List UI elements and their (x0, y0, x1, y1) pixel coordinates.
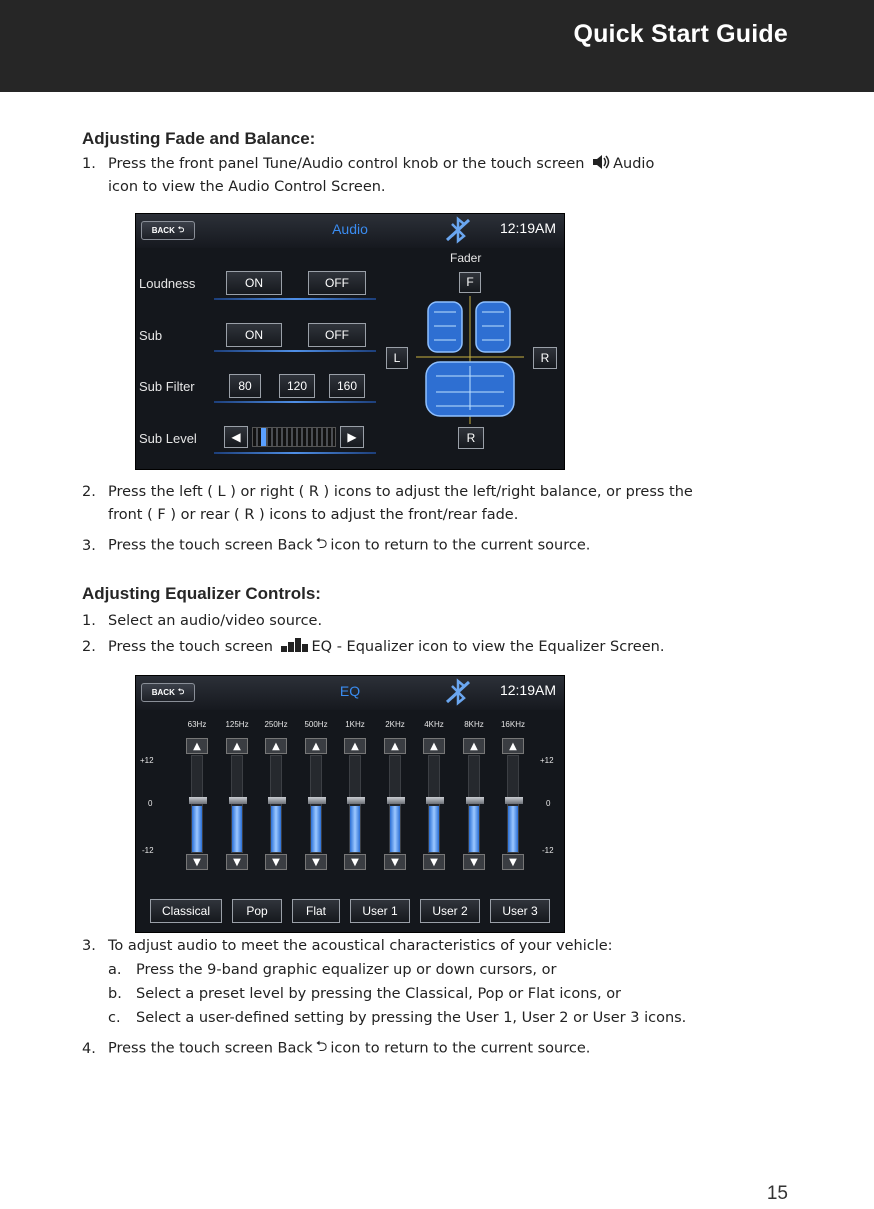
eq-band-slider[interactable] (226, 738, 248, 870)
sub-level-down-button[interactable] (224, 426, 248, 448)
eq-level-fill (350, 806, 360, 852)
step-1: 1. Press the front panel Tune/Audio control knob or the touch screen Audio (82, 156, 655, 172)
eq-slider-knob[interactable] (308, 797, 326, 804)
eq-down-button[interactable] (344, 854, 366, 870)
audio-control-screen (135, 213, 565, 470)
eq-band-label: 16KHz (500, 720, 525, 729)
sub-on-button[interactable]: ON (226, 323, 282, 347)
eq-track (428, 755, 440, 853)
eq-up-button[interactable] (226, 738, 248, 754)
down-arrow-icon: ▼ (193, 856, 201, 868)
scale-minus-12-right: -12 (542, 846, 554, 855)
eq-step-1: 1. Select an audio/video source. (82, 613, 323, 629)
step-3: 3. Press the touch screen Back ⮌ icon to return to the current source. (82, 533, 590, 558)
car-seats-icon (416, 296, 524, 424)
up-arrow-icon: ▲ (430, 740, 438, 752)
scale-plus-12-left: +12 (140, 756, 154, 765)
eq-band-label: 500Hz (304, 720, 328, 729)
up-arrow-icon: ▲ (391, 740, 399, 752)
header-title: Quick Start Guide (573, 20, 788, 48)
eq-step-2: 2. Press the touch screen EQ - Equalizer icon to view the Equalizer Screen. (82, 639, 665, 655)
eq-track (507, 755, 519, 853)
eq-up-button[interactable] (186, 738, 208, 754)
eq-track (389, 755, 401, 853)
page-header (0, 0, 874, 92)
preset-classical-button[interactable]: Classical (150, 899, 222, 923)
eq-band-slider[interactable] (423, 738, 445, 870)
eq-band-label: 250Hz (264, 720, 288, 729)
eq-band-slider[interactable] (186, 738, 208, 870)
down-arrow-icon: ▼ (430, 856, 438, 868)
eq-band-label: 2KHz (385, 720, 405, 729)
preset-flat-button[interactable]: Flat (292, 899, 340, 923)
eq-step-3: 3. To adjust audio to meet the acoustical characteristics of your vehicle: (82, 938, 613, 954)
eq-down-button[interactable] (384, 854, 406, 870)
screen-title: EQ (339, 683, 361, 699)
eq-down-button[interactable] (502, 854, 524, 870)
sub-filter-120-button[interactable]: 120 (279, 374, 315, 398)
sub-filter-160-button[interactable]: 160 (329, 374, 365, 398)
loudness-on-button[interactable]: ON (226, 271, 282, 295)
fade-rear-button[interactable]: R (458, 427, 484, 449)
eq-slider-knob[interactable] (505, 797, 523, 804)
up-arrow-icon: ▲ (312, 740, 320, 752)
down-arrow-icon: ▼ (351, 856, 359, 868)
back-arrow-icon: ⮌ (177, 686, 185, 696)
preset-user3-button[interactable]: User 3 (490, 899, 550, 923)
eq-band-label: 4KHz (424, 720, 444, 729)
eq-slider-knob[interactable] (466, 797, 484, 804)
back-button[interactable]: BACK ⮌ (141, 221, 195, 240)
up-arrow-icon: ▲ (272, 740, 280, 752)
eq-band-label: 1KHz (345, 720, 365, 729)
clock: 12:19AM (499, 682, 556, 698)
eq-level-fill (271, 806, 281, 852)
scale-zero-right: 0 (546, 799, 551, 808)
up-arrow-icon: ▲ (509, 740, 517, 752)
balance-right-button[interactable]: R (533, 347, 557, 369)
sub-off-button[interactable]: OFF (308, 323, 366, 347)
back-arrow-icon: ⮌ (315, 1039, 328, 1055)
eq-track (231, 755, 243, 853)
up-arrow-icon: ▲ (351, 740, 359, 752)
down-arrow-icon: ▼ (470, 856, 478, 868)
eq-up-button[interactable] (463, 738, 485, 754)
right-arrow-icon: ▶ (347, 430, 357, 444)
fader-label: Fader (450, 251, 482, 265)
sub-level-bar[interactable] (252, 427, 336, 447)
step-2: 2. Press the left ( L ) or right ( R ) icons to adjust the left/right balance, or press the (82, 484, 693, 500)
scale-minus-12-left: -12 (142, 846, 154, 855)
eq-level-fill (232, 806, 242, 852)
sub-level-up-button[interactable] (340, 426, 364, 448)
balance-left-button[interactable]: L (386, 347, 408, 369)
up-arrow-icon: ▲ (470, 740, 478, 752)
eq-band-slider[interactable] (384, 738, 406, 870)
section-heading-equalizer: Adjusting Equalizer Controls: (82, 584, 321, 603)
section-heading-fade-balance: Adjusting Fade and Balance: (82, 129, 316, 148)
eq-track (191, 755, 203, 853)
eq-down-button[interactable] (226, 854, 248, 870)
down-arrow-icon: ▼ (272, 856, 280, 868)
eq-substep-a: a. Press the 9-band graphic equalizer up or down cursors, or (108, 962, 557, 978)
eq-band-slider[interactable] (344, 738, 366, 870)
back-button[interactable]: BACK ⮌ (141, 683, 195, 702)
eq-slider-knob[interactable] (387, 797, 405, 804)
eq-level-fill (508, 806, 518, 852)
clock: 12:19AM (499, 220, 556, 236)
bluetooth-off-icon (444, 678, 472, 706)
up-arrow-icon: ▲ (233, 740, 241, 752)
eq-track (468, 755, 480, 853)
equalizer-screen (135, 675, 565, 933)
sub-level-indicator (261, 428, 266, 446)
eq-slider-knob[interactable] (189, 797, 207, 804)
eq-track (270, 755, 282, 853)
eq-slider-knob[interactable] (229, 797, 247, 804)
eq-slider-knob[interactable] (268, 797, 286, 804)
down-arrow-icon: ▼ (509, 856, 517, 868)
back-arrow-icon: ⮌ (315, 536, 328, 552)
divider (214, 298, 376, 300)
screen-title: Audio (332, 221, 368, 237)
back-arrow-icon: ⮌ (177, 224, 185, 234)
eq-up-button[interactable] (305, 738, 327, 754)
sub-filter-80-button[interactable]: 80 (229, 374, 261, 398)
divider (214, 350, 376, 352)
sub-level-label: Sub Level (139, 431, 197, 446)
eq-down-button[interactable] (423, 854, 445, 870)
eq-band-slider[interactable] (463, 738, 485, 870)
down-arrow-icon: ▼ (233, 856, 241, 868)
eq-up-button[interactable] (265, 738, 287, 754)
fade-front-button[interactable]: F (459, 272, 481, 293)
equalizer-icon (281, 638, 309, 656)
eq-up-button[interactable] (384, 738, 406, 754)
eq-level-fill (390, 806, 400, 852)
loudness-off-button[interactable]: OFF (308, 271, 366, 295)
eq-slider-knob[interactable] (426, 797, 444, 804)
eq-up-button[interactable] (344, 738, 366, 754)
preset-user2-button[interactable]: User 2 (420, 899, 480, 923)
preset-user1-button[interactable]: User 1 (350, 899, 410, 923)
step-1-cont: icon to view the Audio Control Screen. (108, 179, 386, 195)
eq-down-button[interactable] (463, 854, 485, 870)
loudness-label: Loudness (139, 276, 196, 291)
eq-substep-c: c. Select a user-defined setting by pressing the User 1, User 2 or User 3 icons. (108, 1010, 687, 1026)
eq-level-fill (429, 806, 439, 852)
eq-down-button[interactable] (265, 854, 287, 870)
scale-zero-left: 0 (148, 799, 153, 808)
eq-level-fill (192, 806, 202, 852)
down-arrow-icon: ▼ (391, 856, 399, 868)
page-number: 15 (766, 1183, 788, 1204)
speaker-icon (592, 155, 610, 173)
eq-down-button[interactable] (186, 854, 208, 870)
sub-label: Sub (139, 328, 163, 343)
eq-up-button[interactable] (423, 738, 445, 754)
eq-up-button[interactable] (502, 738, 524, 754)
sub-filter-label: Sub Filter (139, 379, 195, 394)
eq-band-slider[interactable] (305, 738, 327, 870)
preset-pop-button[interactable]: Pop (232, 899, 282, 923)
eq-level-fill (469, 806, 479, 852)
step-2-cont: front ( F ) or rear ( R ) icons to adjust the front/rear fade. (108, 507, 519, 523)
divider (214, 452, 376, 454)
up-arrow-icon: ▲ (193, 740, 201, 752)
bluetooth-off-icon (444, 216, 472, 244)
eq-level-fill (311, 806, 321, 852)
eq-slider-knob[interactable] (347, 797, 365, 804)
eq-track (349, 755, 361, 853)
eq-band-slider[interactable] (265, 738, 287, 870)
eq-band-label: 125Hz (225, 720, 249, 729)
divider (214, 401, 376, 403)
eq-band-label: 8KHz (464, 720, 484, 729)
eq-substep-b: b. Select a preset level by pressing the Classical, Pop or Flat icons, or (108, 986, 622, 1002)
eq-band-slider[interactable] (502, 738, 524, 870)
left-arrow-icon: ◀ (231, 430, 241, 444)
eq-track (310, 755, 322, 853)
scale-plus-12-right: +12 (540, 756, 554, 765)
down-arrow-icon: ▼ (312, 856, 320, 868)
eq-down-button[interactable] (305, 854, 327, 870)
eq-band-label: 63Hz (187, 720, 207, 729)
eq-step-4: 4. Press the touch screen Back ⮌ icon to return to the current source. (82, 1036, 590, 1061)
